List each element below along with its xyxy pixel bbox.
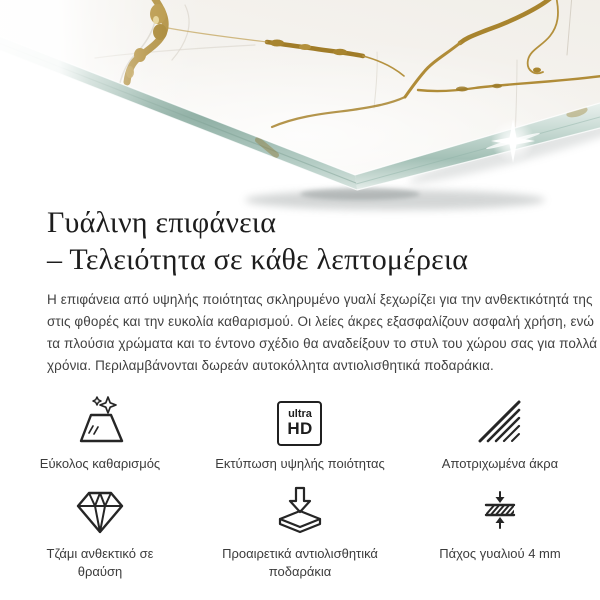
feature-label: Εύκολος καθαρισμός xyxy=(39,456,161,471)
description-line: χρόνια. Περιλαμβάνονται δωρεάν αυτοκόλλητα αντιολισθητικά ποδαράκια. xyxy=(47,358,494,373)
glass-thickness-icon xyxy=(472,489,528,536)
title-line-2: – Τελειότητα σε κάθε λεπτομέρεια xyxy=(47,243,469,276)
feature-anti-slip-feet xyxy=(210,489,390,581)
text-section xyxy=(47,204,598,377)
glass-panel-product-image xyxy=(0,0,600,232)
ultra-hd-icon-text-big: HD xyxy=(287,419,313,438)
description-paragraph xyxy=(47,289,598,377)
feature-label: Αποτριχωμένα άκρα xyxy=(441,456,559,471)
page-title xyxy=(47,204,562,278)
description-line: Η επιφάνεια από υψηλής ποιότητας σκληρυμένο γυαλί ξεχωρίζει για την ανθεκτικότητά της xyxy=(47,292,593,307)
feature-label: Πάχος γυαλιού 4 mm xyxy=(439,546,561,561)
feature-print-quality xyxy=(215,399,384,473)
feature-shatterproof xyxy=(38,489,163,581)
feature-label: Εκτύπωση υψηλής ποιότητας xyxy=(215,456,385,471)
sparkle-clean-icon xyxy=(72,399,128,446)
description-line: τα πλούσια χρώματα και το έντονο σχέδιο θα αναδείξουν το στυλ του χώρου σας για πολλά xyxy=(47,336,598,351)
anti-slip-feet-icon xyxy=(272,489,328,536)
feature-polished-edges xyxy=(442,399,558,473)
polished-edges-icon xyxy=(472,399,528,446)
white-fade-overlay xyxy=(0,0,600,232)
feature-glass-thickness xyxy=(439,489,560,581)
feature-grid xyxy=(0,399,600,581)
ultra-hd-icon xyxy=(277,399,322,446)
title-line-1: Γυάλινη επιφάνεια xyxy=(47,206,277,239)
ultra-hd-icon-text-small: ultra xyxy=(288,408,312,420)
feature-label: Τζάμι ανθεκτικό σε θραύση xyxy=(46,546,154,579)
feature-label: Προαιρετικά αντιολισθητικά ποδαράκια xyxy=(222,546,378,579)
feature-easy-cleaning xyxy=(40,399,160,473)
description-line: στις φθορές και την ευκολία καθαρισμού. Οι λείες άκρες εξασφαλίζουν ασφαλή χρήση, ενώ xyxy=(47,314,595,329)
shatterproof-diamond-icon xyxy=(72,489,128,536)
